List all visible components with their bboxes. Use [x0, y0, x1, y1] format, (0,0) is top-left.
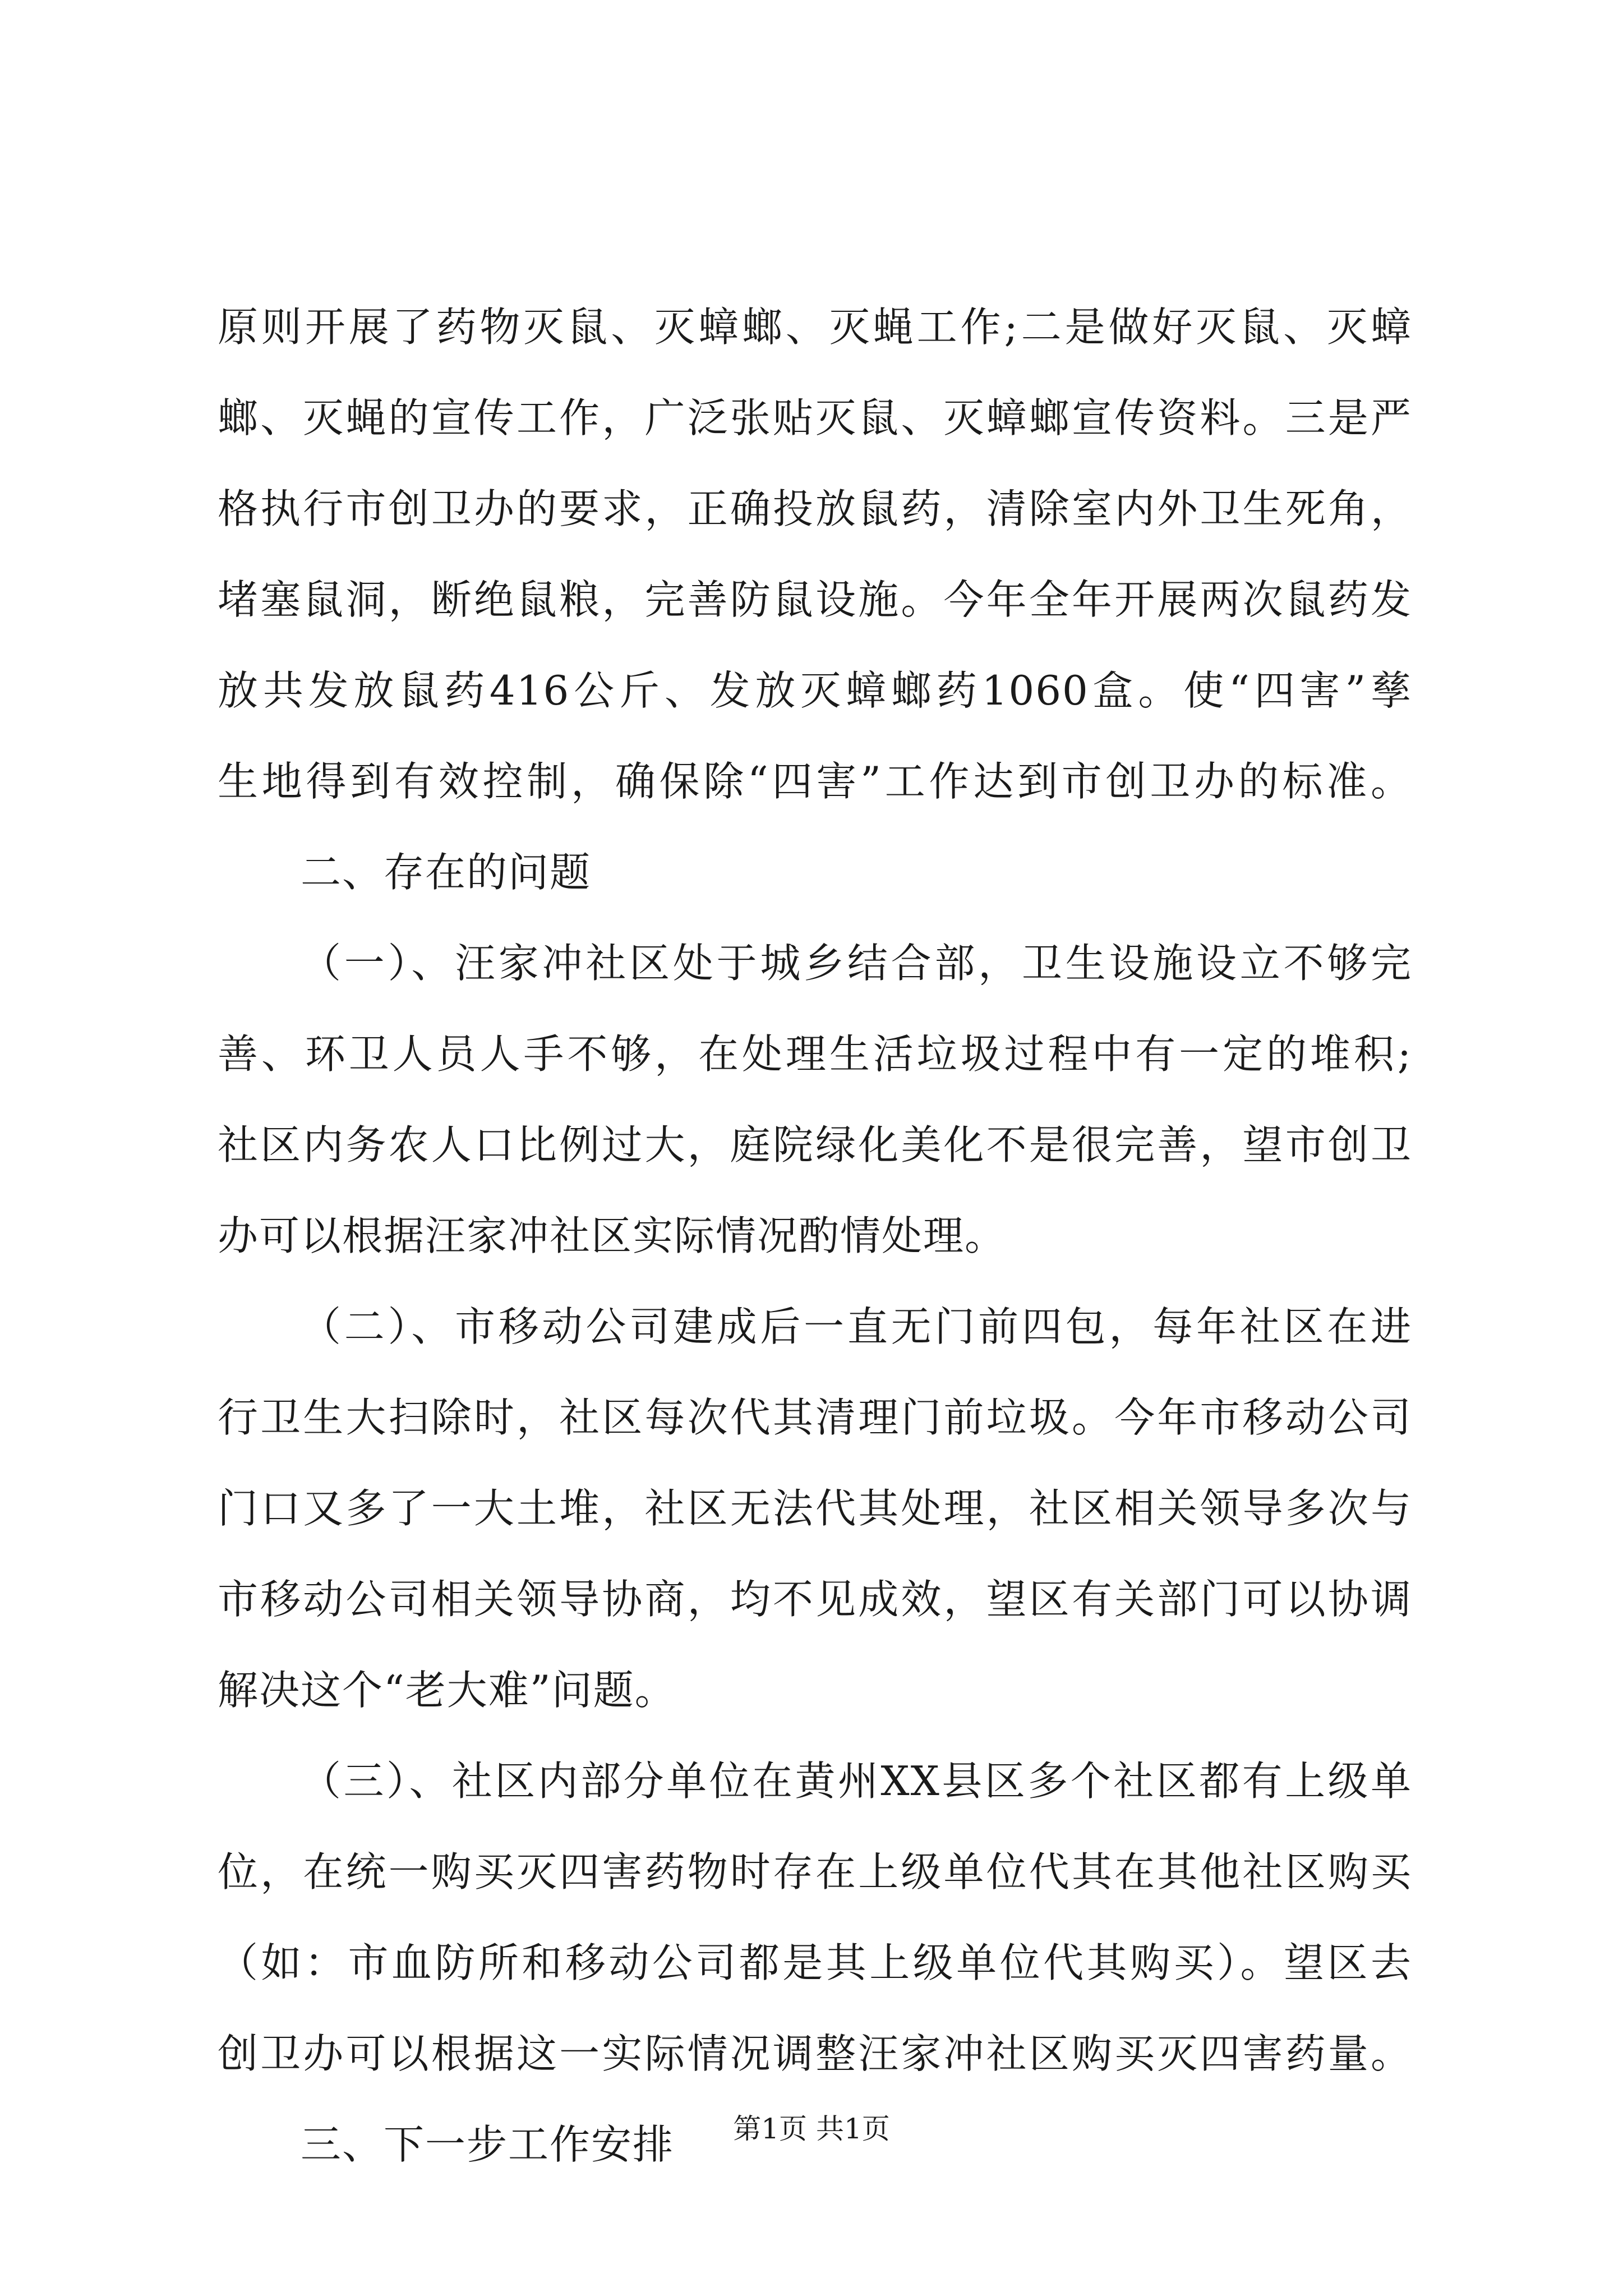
text-line: （一）、汪家冲社区处于城乡结合部，卫生设施设立不够完 [301, 940, 1412, 987]
text-line: 螂、灭蝇的宣传工作，广泛张贴灭鼠、灭蟑螂宣传资料。三是严 [218, 394, 1412, 441]
page-footer [0, 2109, 1623, 2148]
document-body [218, 282, 1412, 2190]
text-line: 行卫生大扫除时，社区每次代其清理门前垃圾。今年市移动公司 [218, 1394, 1412, 1441]
section-heading: 二、存在的问题 [301, 849, 592, 896]
text-line: 格执行市创卫办的要求，正确投放鼠药，清除室内外卫生死角， [218, 485, 1412, 532]
text-line: 办可以根据汪家冲社区实际情况酌情处理。 [218, 1212, 1007, 1259]
text-line: （二）、市移动公司建成后一直无门前四包，每年社区在进 [301, 1303, 1412, 1350]
text-line: 堵塞鼠洞，断绝鼠粮，完善防鼠设施。今年全年开展两次鼠药发 [218, 576, 1412, 623]
section-heading: 三、下一步工作安排 [301, 2121, 675, 2168]
text-line: 善、环卫人员人手不够，在处理生活垃圾过程中有一定的堆积; [218, 1030, 1412, 1078]
text-line: 原则开展了药物灭鼠、灭蟑螂、灭蝇工作;二是做好灭鼠、灭蟑 [218, 303, 1412, 351]
text-line: 解决这个“老大难”问题。 [218, 1667, 676, 1714]
text-line: 生地得到有效控制，确保除“四害”工作达到市创卫办的标准。 [218, 758, 1412, 805]
text-line: 位，在统一购买灭四害药物时存在上级单位代其在其他社区购买 [218, 1848, 1412, 1895]
text-line: （三）、社区内部分单位在黄州XX县区多个社区都有上级单 [301, 1757, 1412, 1805]
text-line: （如：市血防所和移动公司都是其上级单位代其购买）。望区去 [218, 1939, 1412, 1986]
page-number: 第1页 共1页 [733, 2113, 890, 2145]
text-line: 社区内务农人口比例过大，庭院绿化美化不是很完善，望市创卫 [218, 1121, 1412, 1168]
text-line: 创卫办可以根据这一实际情况调整汪家冲社区购买灭四害药量。 [218, 2030, 1412, 2077]
text-line: 放共发放鼠药416公斤、发放灭蟑螂药1060盒。使“四害”孳 [218, 667, 1412, 714]
text-line: 门口又多了一大土堆，社区无法代其处理，社区相关领导多次与 [218, 1485, 1412, 1532]
text-line: 市移动公司相关领导协商，均不见成效，望区有关部门可以协调 [218, 1576, 1412, 1623]
